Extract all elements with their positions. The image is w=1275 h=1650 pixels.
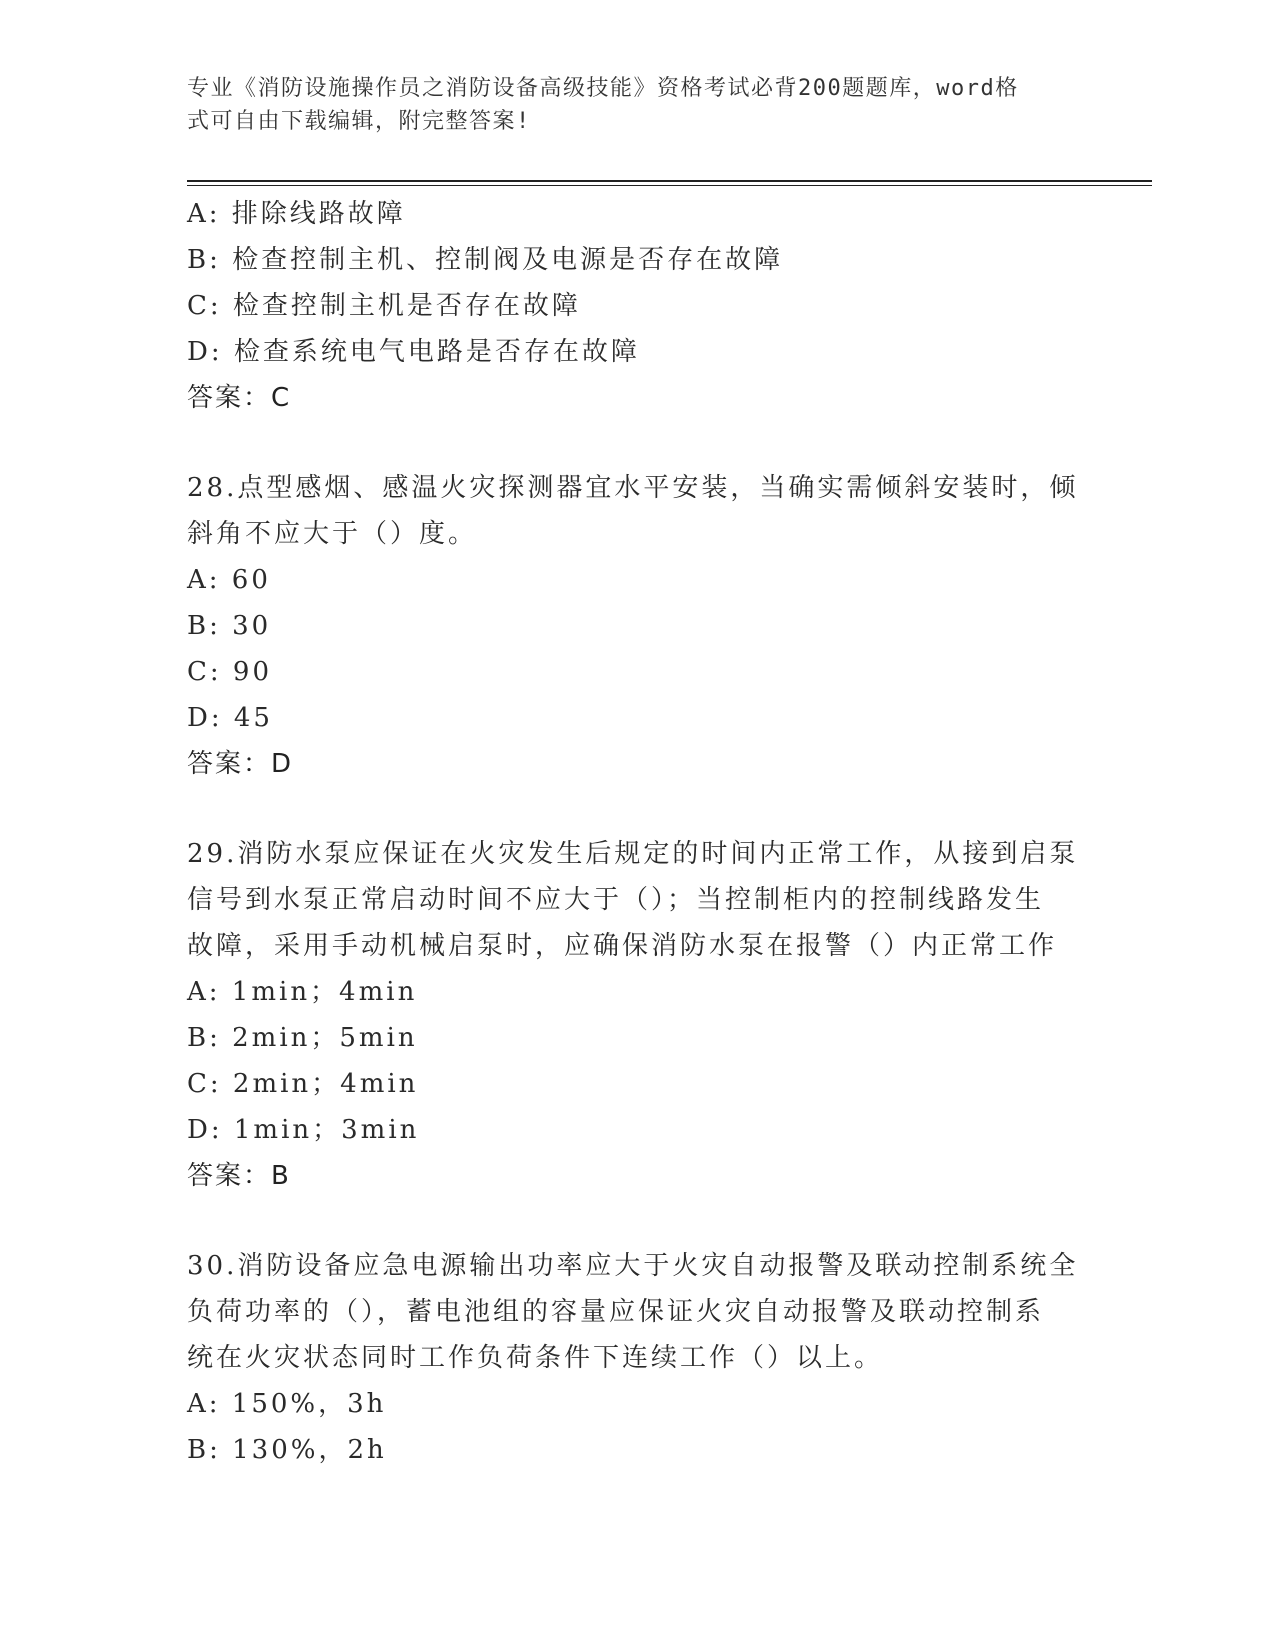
header-line-1: 专业《消防设施操作员之消防设备高级技能》资格考试必背200题题库，word格 — [187, 76, 1019, 101]
question-stem-line: 信号到水泵正常启动时间不应大于（）；当控制柜内的控制线路发生 — [187, 885, 1045, 915]
question-30 — [187, 1243, 1087, 1473]
option-b: B: 2min；5min — [187, 1023, 418, 1053]
question-list — [187, 191, 1087, 1473]
document-header — [187, 72, 1057, 138]
question-stem-line: 故障，采用手动机械启泵时，应确保消防水泵在报警（）内正常工作 — [187, 931, 1058, 961]
answer-line: 答案：C — [187, 383, 292, 413]
option-c: C: 90 — [187, 657, 273, 687]
option-a: A: 1min；4min — [187, 977, 418, 1007]
option-d: D: 检查系统电气电路是否存在故障 — [187, 337, 640, 367]
option-c: C: 检查控制主机是否存在故障 — [187, 291, 581, 321]
question-stem-line: 29.消防水泵应保证在火灾发生后规定的时间内正常工作，从接到启泵 — [187, 839, 1079, 869]
question-29 — [187, 831, 1087, 1199]
question-stem-line: 统在火灾状态同时工作负荷条件下连续工作（）以上。 — [187, 1343, 884, 1373]
question-27-tail — [187, 191, 1087, 421]
option-b: B: 30 — [187, 611, 272, 641]
question-stem-line: 28.点型感烟、感温火灾探测器宜水平安装，当确实需倾斜安装时，倾 — [187, 473, 1079, 503]
option-a: A: 排除线路故障 — [187, 199, 406, 229]
option-a: A: 60 — [187, 565, 271, 595]
option-d: D: 45 — [187, 703, 273, 733]
question-28 — [187, 465, 1087, 787]
question-stem-line: 斜角不应大于（）度。 — [187, 519, 478, 549]
option-c: C: 2min；4min — [187, 1069, 419, 1099]
answer-line: 答案：B — [187, 1161, 291, 1191]
answer-line: 答案：D — [187, 749, 294, 779]
option-b: B: 检查控制主机、控制阀及电源是否存在故障 — [187, 245, 784, 275]
option-a: A: 150%，3h — [187, 1389, 387, 1419]
header-rule-thick — [187, 180, 1152, 182]
question-stem-line: 负荷功率的（），蓄电池组的容量应保证火灾自动报警及联动控制系 — [187, 1297, 1045, 1327]
option-b: B: 130%，2h — [187, 1435, 387, 1465]
option-d: D: 1min；3min — [187, 1115, 420, 1145]
header-rule-thin — [187, 185, 1152, 186]
header-line-2: 式可自由下载编辑，附完整答案! — [187, 109, 531, 134]
question-stem-line: 30.消防设备应急电源输出功率应大于火灾自动报警及联动控制系统全 — [187, 1251, 1079, 1281]
